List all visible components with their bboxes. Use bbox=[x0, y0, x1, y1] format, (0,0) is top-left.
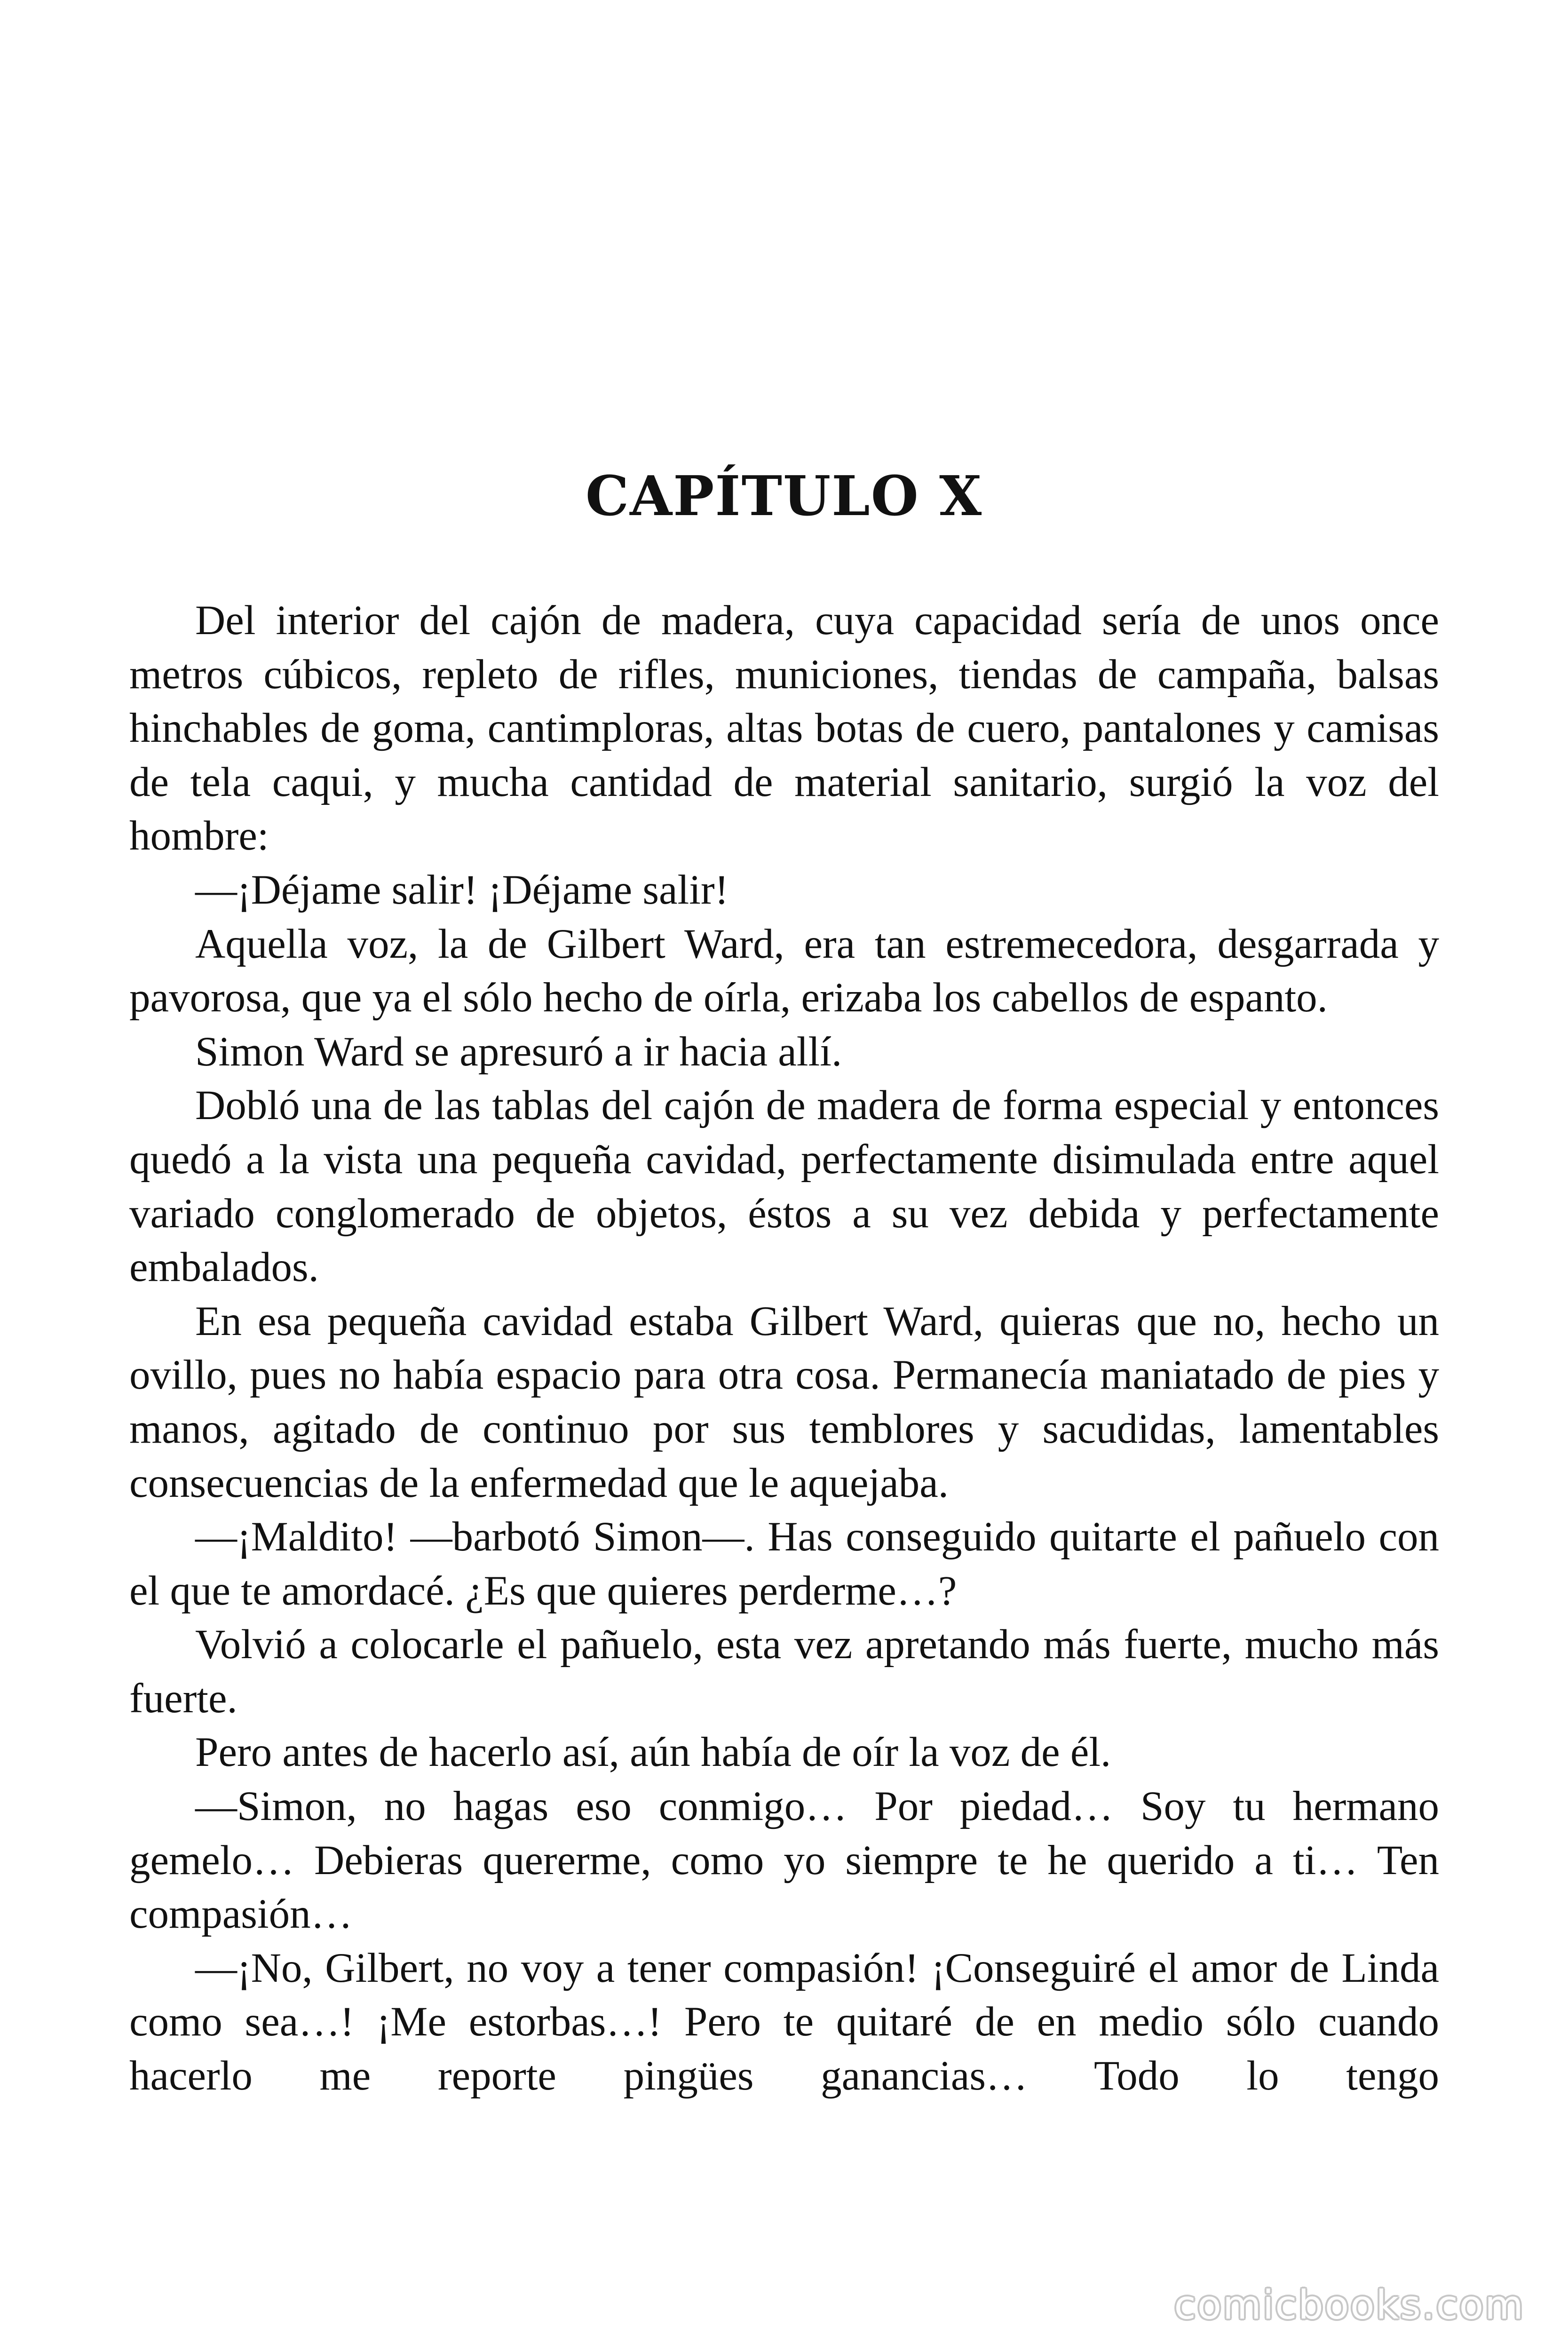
chapter-title: CAPÍTULO X bbox=[585, 464, 983, 528]
paragraph: —¡Maldito! —barbotó Simon—. Has conseguido quitarte el pañuelo con el que te amordacé. ¿Es que quieres perderme…? bbox=[129, 1514, 1439, 1614]
watermark: comicbooks.com bbox=[1174, 2282, 1525, 2328]
paragraph: Volvió a colocarle el pañuelo, esta vez apretando más fuerte, mucho más fuerte. bbox=[129, 1621, 1439, 1722]
paragraph: —¡Déjame salir! ¡Déjame salir! bbox=[195, 866, 729, 913]
paragraph: Pero antes de hacerlo así, aún había de oír la voz de él. bbox=[195, 1729, 1111, 1776]
paragraph: Simon Ward se apresuró a ir hacia allí. bbox=[195, 1028, 842, 1075]
chapter-body bbox=[129, 594, 1439, 2103]
paragraph: Del interior del cajón de madera, cuya capacidad sería de unos once metros cúbicos, repleto de rifles, municiones, tiendas de campaña, balsas hinchables de goma, cantimploras, altas botas de cuero, pantalones y camisas de tela caqui, y mucha cantidad de material sanitario, surgió la voz del hombre: bbox=[129, 597, 1439, 859]
paragraph: Aquella voz, la de Gilbert Ward, era tan estremecedora, desgarrada y pavorosa, que ya el sólo hecho de oírla, erizaba los cabellos de espanto. bbox=[129, 921, 1439, 1021]
paragraph: En esa pequeña cavidad estaba Gilbert Ward, quieras que no, hecho un ovillo, pues no había espacio para otra cosa. Permanecía maniatado de pies y manos, agitado de continuo por sus temblores y sacudidas, lamentables consecuencias de la enfermedad que le aquejaba. bbox=[129, 1298, 1439, 1506]
paragraph: —Simon, no hagas eso conmigo… Por piedad… Soy tu hermano gemelo… Debieras quererme, como yo siempre te he querido a ti… Ten compasión… bbox=[129, 1783, 1439, 1938]
paragraph-last: —¡No, Gilbert, no voy a tener compasión! ¡Conseguiré el amor de Linda como sea…! ¡Me estorbas…! Pero te quitaré de en medio sólo cuando hacerlo me reporte pingües ganancias… Todo lo tengo bbox=[129, 1945, 1439, 2099]
paragraph: Dobló una de las tablas del cajón de madera de forma especial y entonces quedó a la vista una pequeña cavidad, perfectamente disimulada entre aquel variado conglomerado de objetos, éstos a su vez debida y perfectamente embalados. bbox=[129, 1082, 1439, 1291]
